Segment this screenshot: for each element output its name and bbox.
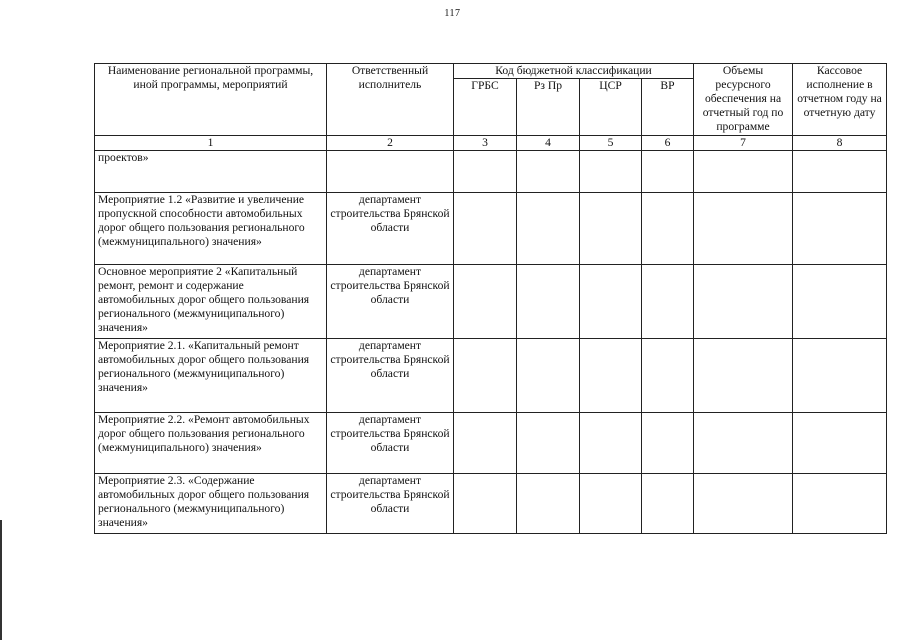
volume-cell	[694, 474, 793, 534]
scan-edge-line	[0, 520, 2, 640]
column-number: 2	[327, 136, 454, 151]
header-budget-code: Код бюджетной классификации	[454, 64, 694, 79]
volume-cell	[694, 413, 793, 474]
cash-cell	[793, 151, 887, 193]
activity-name: Мероприятие 2.1. «Капитальный ремонт автомобильных дорог общего пользования регионального (межмуниципального) значения»	[95, 339, 327, 413]
column-number: 1	[95, 136, 327, 151]
rzpr-cell	[517, 151, 580, 193]
grbs-cell	[454, 265, 517, 339]
table-row	[95, 193, 887, 265]
csr-cell	[580, 339, 642, 413]
volume-cell	[694, 265, 793, 339]
table-row	[95, 265, 887, 339]
volume-cell	[694, 151, 793, 193]
vr-cell	[642, 151, 694, 193]
cash-cell	[793, 339, 887, 413]
csr-cell	[580, 193, 642, 265]
activity-name: Мероприятие 2.2. «Ремонт автомобильных дорог общего пользования регионального (межмуниципального) значения»	[95, 413, 327, 474]
rzpr-cell	[517, 339, 580, 413]
executor: департамент строительства Брянской области	[327, 339, 454, 413]
header-executor: Ответственный исполнитель	[327, 64, 454, 136]
executor: департамент строительства Брянской области	[327, 474, 454, 534]
grbs-cell	[454, 474, 517, 534]
cash-cell	[793, 474, 887, 534]
volume-cell	[694, 193, 793, 265]
vr-cell	[642, 413, 694, 474]
header-vr: ВР	[642, 79, 694, 136]
cash-cell	[793, 265, 887, 339]
table-row	[95, 151, 887, 193]
budget-report-table	[94, 63, 887, 534]
rzpr-cell	[517, 193, 580, 265]
column-number: 3	[454, 136, 517, 151]
activity-name: Мероприятие 1.2 «Развитие и увеличение пропускной способности автомобильных дорог общего пользования регионального (межмуниципального) значения»	[95, 193, 327, 265]
csr-cell	[580, 265, 642, 339]
csr-cell	[580, 151, 642, 193]
activity-name: проектов»	[95, 151, 327, 193]
column-number: 6	[642, 136, 694, 151]
header-csr: ЦСР	[580, 79, 642, 136]
grbs-cell	[454, 413, 517, 474]
volume-cell	[694, 339, 793, 413]
executor: департамент строительства Брянской области	[327, 193, 454, 265]
column-number: 5	[580, 136, 642, 151]
table-row	[95, 474, 887, 534]
cash-cell	[793, 193, 887, 265]
executor: департамент строительства Брянской области	[327, 413, 454, 474]
cash-cell	[793, 413, 887, 474]
rzpr-cell	[517, 413, 580, 474]
executor	[327, 151, 454, 193]
rzpr-cell	[517, 474, 580, 534]
vr-cell	[642, 193, 694, 265]
page-number: 117	[444, 8, 461, 19]
column-number: 7	[694, 136, 793, 151]
column-number-row	[95, 136, 887, 151]
activity-name: Мероприятие 2.3. «Содержание автомобильных дорог общего пользования регионального (межмуниципального) значения»	[95, 474, 327, 534]
header-volume: Объемы ресурсного обеспечения на отчетный год по программе	[694, 64, 793, 136]
header-rzpr: Рз Пр	[517, 79, 580, 136]
grbs-cell	[454, 193, 517, 265]
grbs-cell	[454, 339, 517, 413]
vr-cell	[642, 339, 694, 413]
header-grbs: ГРБС	[454, 79, 517, 136]
vr-cell	[642, 265, 694, 339]
header-name: Наименование региональной программы, иной программы, мероприятий	[95, 64, 327, 136]
column-number: 8	[793, 136, 887, 151]
rzpr-cell	[517, 265, 580, 339]
vr-cell	[642, 474, 694, 534]
grbs-cell	[454, 151, 517, 193]
column-number: 4	[517, 136, 580, 151]
csr-cell	[580, 413, 642, 474]
table-row	[95, 339, 887, 413]
activity-name: Основное мероприятие 2 «Капитальный ремонт, ремонт и содержание автомобильных дорог общего пользования регионального (межмуниципального) значения»	[95, 265, 327, 339]
table-row	[95, 413, 887, 474]
executor: департамент строительства Брянской области	[327, 265, 454, 339]
header-cash: Кассовое исполнение в отчетном году на отчетную дату	[793, 64, 887, 136]
csr-cell	[580, 474, 642, 534]
